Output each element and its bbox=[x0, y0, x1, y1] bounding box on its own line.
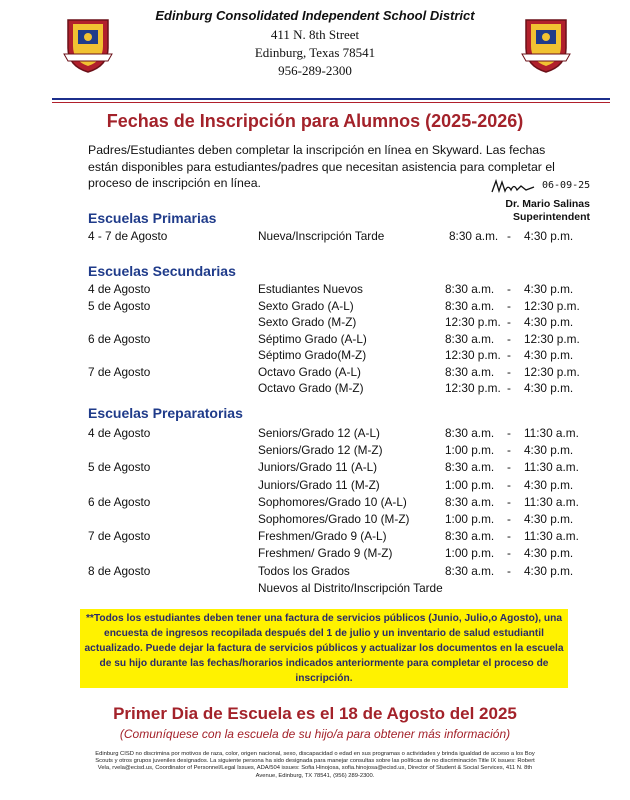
row-dash: - bbox=[507, 229, 511, 243]
first-day-banner: Primer Dia de Escuela es el 18 de Agosto del 2025 bbox=[113, 704, 517, 723]
district-city: Edinburg, Texas 78541 bbox=[254, 45, 376, 60]
row-desc: Todos los Grados bbox=[258, 563, 350, 578]
schedule-row bbox=[0, 348, 630, 364]
row-end: 12:30 p.m. bbox=[524, 298, 580, 313]
row-date: 4 de Agosto bbox=[88, 426, 151, 440]
row-dash: - bbox=[507, 512, 511, 526]
row-desc: Freshmen/ Grado 9 (M-Z) bbox=[258, 546, 393, 561]
signature-date: 06-09-25 bbox=[542, 180, 591, 191]
row-date: 6 de Agosto bbox=[88, 331, 151, 346]
row-end: 4:30 p.m. bbox=[524, 512, 574, 526]
row-date: 5 de Agosto bbox=[88, 298, 151, 313]
row-start: 8:30 a.m. bbox=[445, 494, 495, 509]
row-desc: Séptimo Grado (A-L) bbox=[258, 331, 367, 346]
row-start: 12:30 p.m. bbox=[445, 315, 501, 329]
row-start: 1:00 p.m. bbox=[445, 546, 495, 561]
row-date: 7 de Agosto bbox=[88, 529, 151, 544]
row-end: 4:30 p.m. bbox=[524, 348, 574, 362]
page-title: Fechas de Inscripción para Alumnos (2025-2026) bbox=[106, 111, 524, 131]
contact-note: (Comuníquese con la escuela de su hijo/a para obtener más información) bbox=[119, 727, 511, 741]
section-heading-high: Escuelas Preparatorias bbox=[88, 405, 243, 421]
signature-scribble-icon bbox=[490, 178, 540, 196]
schedule-row bbox=[0, 426, 630, 442]
row-start: 8:30 a.m. bbox=[445, 364, 495, 379]
row-date: 5 de Agosto bbox=[88, 460, 151, 475]
schedule-row bbox=[0, 512, 630, 528]
row-dash: - bbox=[507, 331, 511, 346]
row-desc: Nuevos al Distrito/Inscripción Tarde bbox=[258, 580, 443, 595]
row-end: 4:30 p.m. bbox=[524, 315, 574, 329]
row-dash: - bbox=[507, 364, 511, 379]
row-end: 11:30 a.m. bbox=[524, 494, 579, 509]
schedule-row bbox=[0, 546, 630, 562]
row-desc: Seniors/Grado 12 (A-L) bbox=[258, 426, 380, 440]
row-dash: - bbox=[507, 494, 511, 509]
row-desc: Juniors/Grado 11 (A-L) bbox=[258, 460, 378, 475]
row-start: 8:30 a.m. bbox=[445, 331, 495, 346]
row-end: 4:30 p.m. bbox=[524, 443, 574, 458]
district-street: 411 N. 8th Street bbox=[270, 27, 360, 42]
row-end: 12:30 p.m. bbox=[524, 331, 580, 346]
row-dash: - bbox=[507, 563, 511, 578]
row-dash: - bbox=[507, 443, 511, 458]
schedule-row bbox=[0, 495, 630, 511]
schedule-row bbox=[0, 315, 630, 331]
schedule-row bbox=[0, 443, 630, 459]
row-end: 4:30 p.m. bbox=[524, 381, 574, 395]
crest-icon bbox=[60, 14, 116, 74]
signature bbox=[490, 178, 620, 196]
row-start: 8:30 a.m. bbox=[445, 426, 495, 440]
intro-paragraph: Padres/Estudiantes deben completar la inscripción en línea en Skyward. Las fechas están disponibles para estudiantes/padres que necesitan asistencia para completar el proceso de inscripción en línea. bbox=[88, 143, 555, 190]
row-end: 4:30 p.m. bbox=[524, 477, 574, 492]
row-desc: Sophomores/Grado 10 (A-L) bbox=[258, 494, 407, 509]
district-logo-right bbox=[518, 14, 574, 74]
row-desc: Nueva/Inscripción Tarde bbox=[258, 229, 385, 243]
row-end: 4:30 p.m. bbox=[524, 546, 574, 561]
nondiscrimination-footer: Edinburg CISD no discrimina por motivos de raza, color, origen nacional, sexo, discapacidad o edad en sus programas o actividades y brinda igualdad de acceso a los Boy Scouts y otros grupos juveniles designados. La siguiente persona ha sido designada para manejar consultas sobre las políticas de no discriminación Title IX issues: Robert Vela, rvela@ecisd.us, Coordinator of Personnel/Legal Issues, ADA/504 issues: Sofia Hinojosa, sofia.hinojosa@ecisd.us, Director of Student & Social Services, 411 N. 8th Avenue, Edinburg, TX 78541, (956) 289-2300. bbox=[95, 751, 535, 779]
row-start: 8:30 a.m. bbox=[445, 460, 495, 475]
schedule-row bbox=[0, 478, 630, 494]
header-divider bbox=[52, 98, 610, 100]
row-date: 7 de Agosto bbox=[88, 364, 151, 379]
row-dash: - bbox=[507, 381, 511, 395]
row-dash: - bbox=[507, 282, 511, 296]
row-desc: Estudiantes Nuevos bbox=[258, 282, 363, 296]
row-start: 12:30 p.m. bbox=[445, 348, 501, 362]
row-start: 8:30 a.m. bbox=[445, 563, 495, 578]
district-phone: 956-289-2300 bbox=[278, 63, 352, 78]
row-end: 11:30 a.m. bbox=[524, 529, 579, 544]
row-end: 11:30 a.m. bbox=[524, 426, 579, 440]
row-start: 1:00 p.m. bbox=[445, 512, 495, 526]
schedule-row bbox=[0, 381, 630, 397]
row-dash: - bbox=[507, 315, 511, 329]
row-start: 8:30 a.m. bbox=[445, 282, 495, 296]
row-desc: Séptimo Grado(M-Z) bbox=[258, 348, 367, 362]
row-dash: - bbox=[507, 298, 511, 313]
signer-name: Dr. Mario Salinas bbox=[505, 198, 590, 210]
row-start: 8:30 a.m. bbox=[445, 529, 495, 544]
row-date: 4 - 7 de Agosto bbox=[88, 229, 168, 243]
row-date: 4 de Agosto bbox=[88, 282, 151, 296]
row-end: 4:30 p.m. bbox=[524, 229, 574, 243]
row-start: 1:00 p.m. bbox=[445, 477, 495, 492]
row-start: 1:00 p.m. bbox=[445, 443, 495, 458]
district-name: Edinburg Consolidated Independent School District bbox=[155, 8, 475, 23]
row-end: 11:30 a.m. bbox=[524, 460, 579, 475]
row-desc: Octavo Grado (A-L) bbox=[258, 364, 361, 379]
schedule-row bbox=[0, 581, 630, 597]
row-end: 4:30 p.m. bbox=[524, 282, 574, 296]
schedule-row bbox=[0, 529, 630, 545]
schedule-row bbox=[0, 299, 630, 315]
row-dash: - bbox=[507, 546, 511, 561]
row-dash: - bbox=[507, 348, 511, 362]
row-date: 8 de Agosto bbox=[88, 563, 151, 578]
schedule-row bbox=[0, 365, 630, 381]
section-heading-primary: Escuelas Primarias bbox=[88, 210, 217, 226]
row-start: 12:30 p.m. bbox=[445, 381, 501, 395]
row-desc: Seniors/Grado 12 (M-Z) bbox=[258, 443, 383, 458]
schedule-row bbox=[0, 460, 630, 476]
row-end: 12:30 p.m. bbox=[524, 364, 580, 379]
row-start: 8:30 a.m. bbox=[445, 298, 495, 313]
row-desc: Sexto Grado (A-L) bbox=[258, 298, 354, 313]
row-dash: - bbox=[507, 460, 511, 475]
row-desc: Juniors/Grado 11 (M-Z) bbox=[258, 477, 380, 492]
row-desc: Freshmen/Grado 9 (A-L) bbox=[258, 529, 387, 544]
row-desc: Sophomores/Grado 10 (M-Z) bbox=[258, 512, 410, 526]
schedule-row bbox=[0, 282, 630, 298]
schedule-row bbox=[0, 332, 630, 348]
header-divider-accent bbox=[52, 102, 610, 103]
schedule-row bbox=[0, 229, 630, 245]
signer-role: Superintendent bbox=[512, 211, 590, 223]
crest-icon bbox=[518, 14, 574, 74]
schedule-row bbox=[0, 564, 630, 580]
row-dash: - bbox=[507, 426, 511, 440]
row-start: 8:30 a.m. bbox=[449, 229, 499, 243]
row-desc: Sexto Grado (M-Z) bbox=[258, 315, 357, 329]
row-date: 6 de Agosto bbox=[88, 494, 151, 509]
row-end: 4:30 p.m. bbox=[524, 563, 574, 578]
requirements-notice: **Todos los estudiantes deben tener una factura de servicios públicos (Junio, Julio,o Agosto), una encuesta de ingresos recopilada después del 1 de julio y un inventario de salud estudiantil actualizado. Puede dejar la factura de servicios públicos y actualizar los documentos en la escuela de su hijo durante las fechas/horarios indicados anteriormente para completar el proceso de inscripción. bbox=[80, 609, 568, 688]
section-heading-middle: Escuelas Secundarias bbox=[88, 263, 236, 279]
row-dash: - bbox=[507, 477, 511, 492]
district-logo-left bbox=[60, 14, 116, 74]
row-desc: Octavo Grado (M-Z) bbox=[258, 381, 364, 395]
row-dash: - bbox=[507, 529, 511, 544]
